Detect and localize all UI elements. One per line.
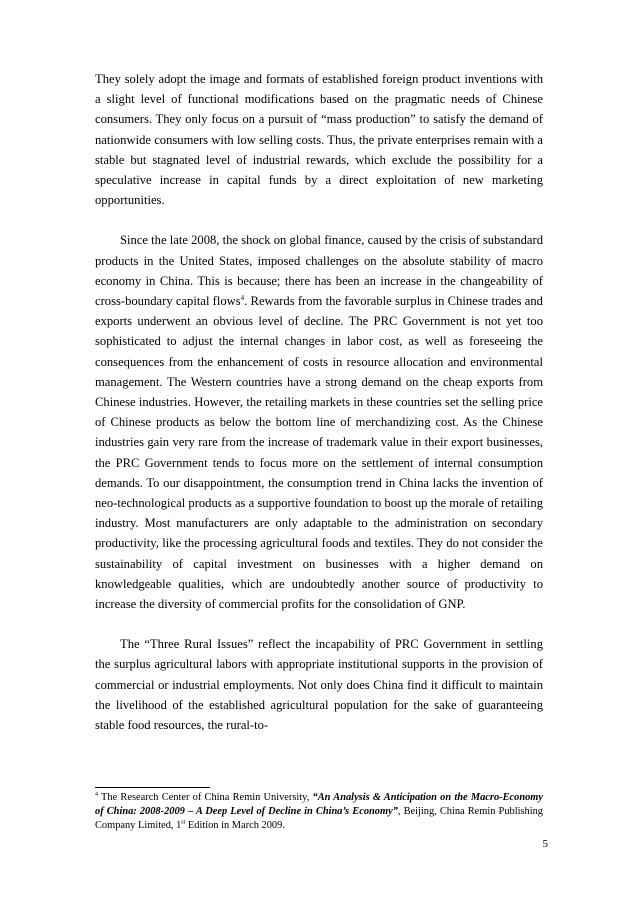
footnote-edition-ordinal: st	[181, 819, 186, 826]
paragraph-2-text-b: . Rewards from the favorable surplus in Chinese trades and exports underwent an obvious level of decline. The PRC Government is not yet too sophisticated to adjust the internal changes in labor cost, as well as foreseeing the consequences from the enhancement of costs in resource allocation and environmental management. The Western countries have a strong demand on the cheap exports from Chinese industries. However, the retailing markets in these countries set the selling price of Chinese products as below the bottom line of merchandizing cost. As the Chinese industries gain very rare from the increase of trademark value in their export businesses, the PRC Government tends to focus more on the settlement of internal consumption demands. To our disappointment, the consumption trend in China lacks the invention of neo-technological products as a supportive foundation to boost up the morale of retailing industry. Most manufacturers are only adaptable to the administration on secondary productivity, like the processing agricultural foods and textiles. They do not consider the sustainability of capital investment on businesses with a higher demand on knowledgeable qualities, which are undoubtedly another source of productivity to increase the diversity of commercial profits for the consolidation of GNP.	[95, 294, 543, 612]
paragraph-2	[95, 230, 543, 614]
page-number: 5	[542, 838, 548, 850]
footnote-edition: Edition in March 2009.	[185, 820, 285, 831]
body-text	[95, 69, 543, 735]
paragraph-gap	[95, 210, 543, 230]
footnote-marker: 4	[95, 791, 98, 798]
paragraph-gap	[95, 614, 543, 634]
paragraph-1: They solely adopt the image and formats of established foreign product inventions with a slight level of functional modifications based on the pragmatic needs of Chinese consumers. They only focus on a pursuit of “mass production” to satisfy the demand of nationwide consumers with low selling costs. Thus, the private enterprises remain with a stable but stagnated level of industrial rewards, which exclude the possibility for a speculative increase in capital funds by a direct exploitation of new marketing opportunities.	[95, 72, 543, 208]
footnote-publisher: , Beijing, China Remin Publishing Company Limited, 1	[95, 806, 543, 831]
paragraph-2-text-a: Since the late 2008, the shock on global finance, caused by the crisis of substandard products in the United States, imposed challenges on the absolute stability of macro economy in China. This is because; there has been an increase in the changeability of cross-boundary capital flows	[95, 233, 543, 309]
footnote-separator	[95, 787, 210, 788]
footnote-reference: 4	[240, 293, 245, 302]
footnote-title: “An Analysis & Anticipation on the Macro-Economy of China: 2008-2009 – A Deep Level of Decline in China’s Economy”	[95, 792, 544, 817]
footnote-lead: The Research Center of China Remin University,	[98, 792, 313, 803]
footnote	[95, 791, 543, 833]
paragraph-3: The “Three Rural Issues” reflect the incapability of PRC Government in settling the surplus agricultural labors with appropriate institutional supports in the provision of commercial or industrial employments. Not only does China find it difficult to maintain the livelihood of the established agricultural population for the sake of guaranteeing stable food resources, the rural-to-	[95, 637, 543, 733]
